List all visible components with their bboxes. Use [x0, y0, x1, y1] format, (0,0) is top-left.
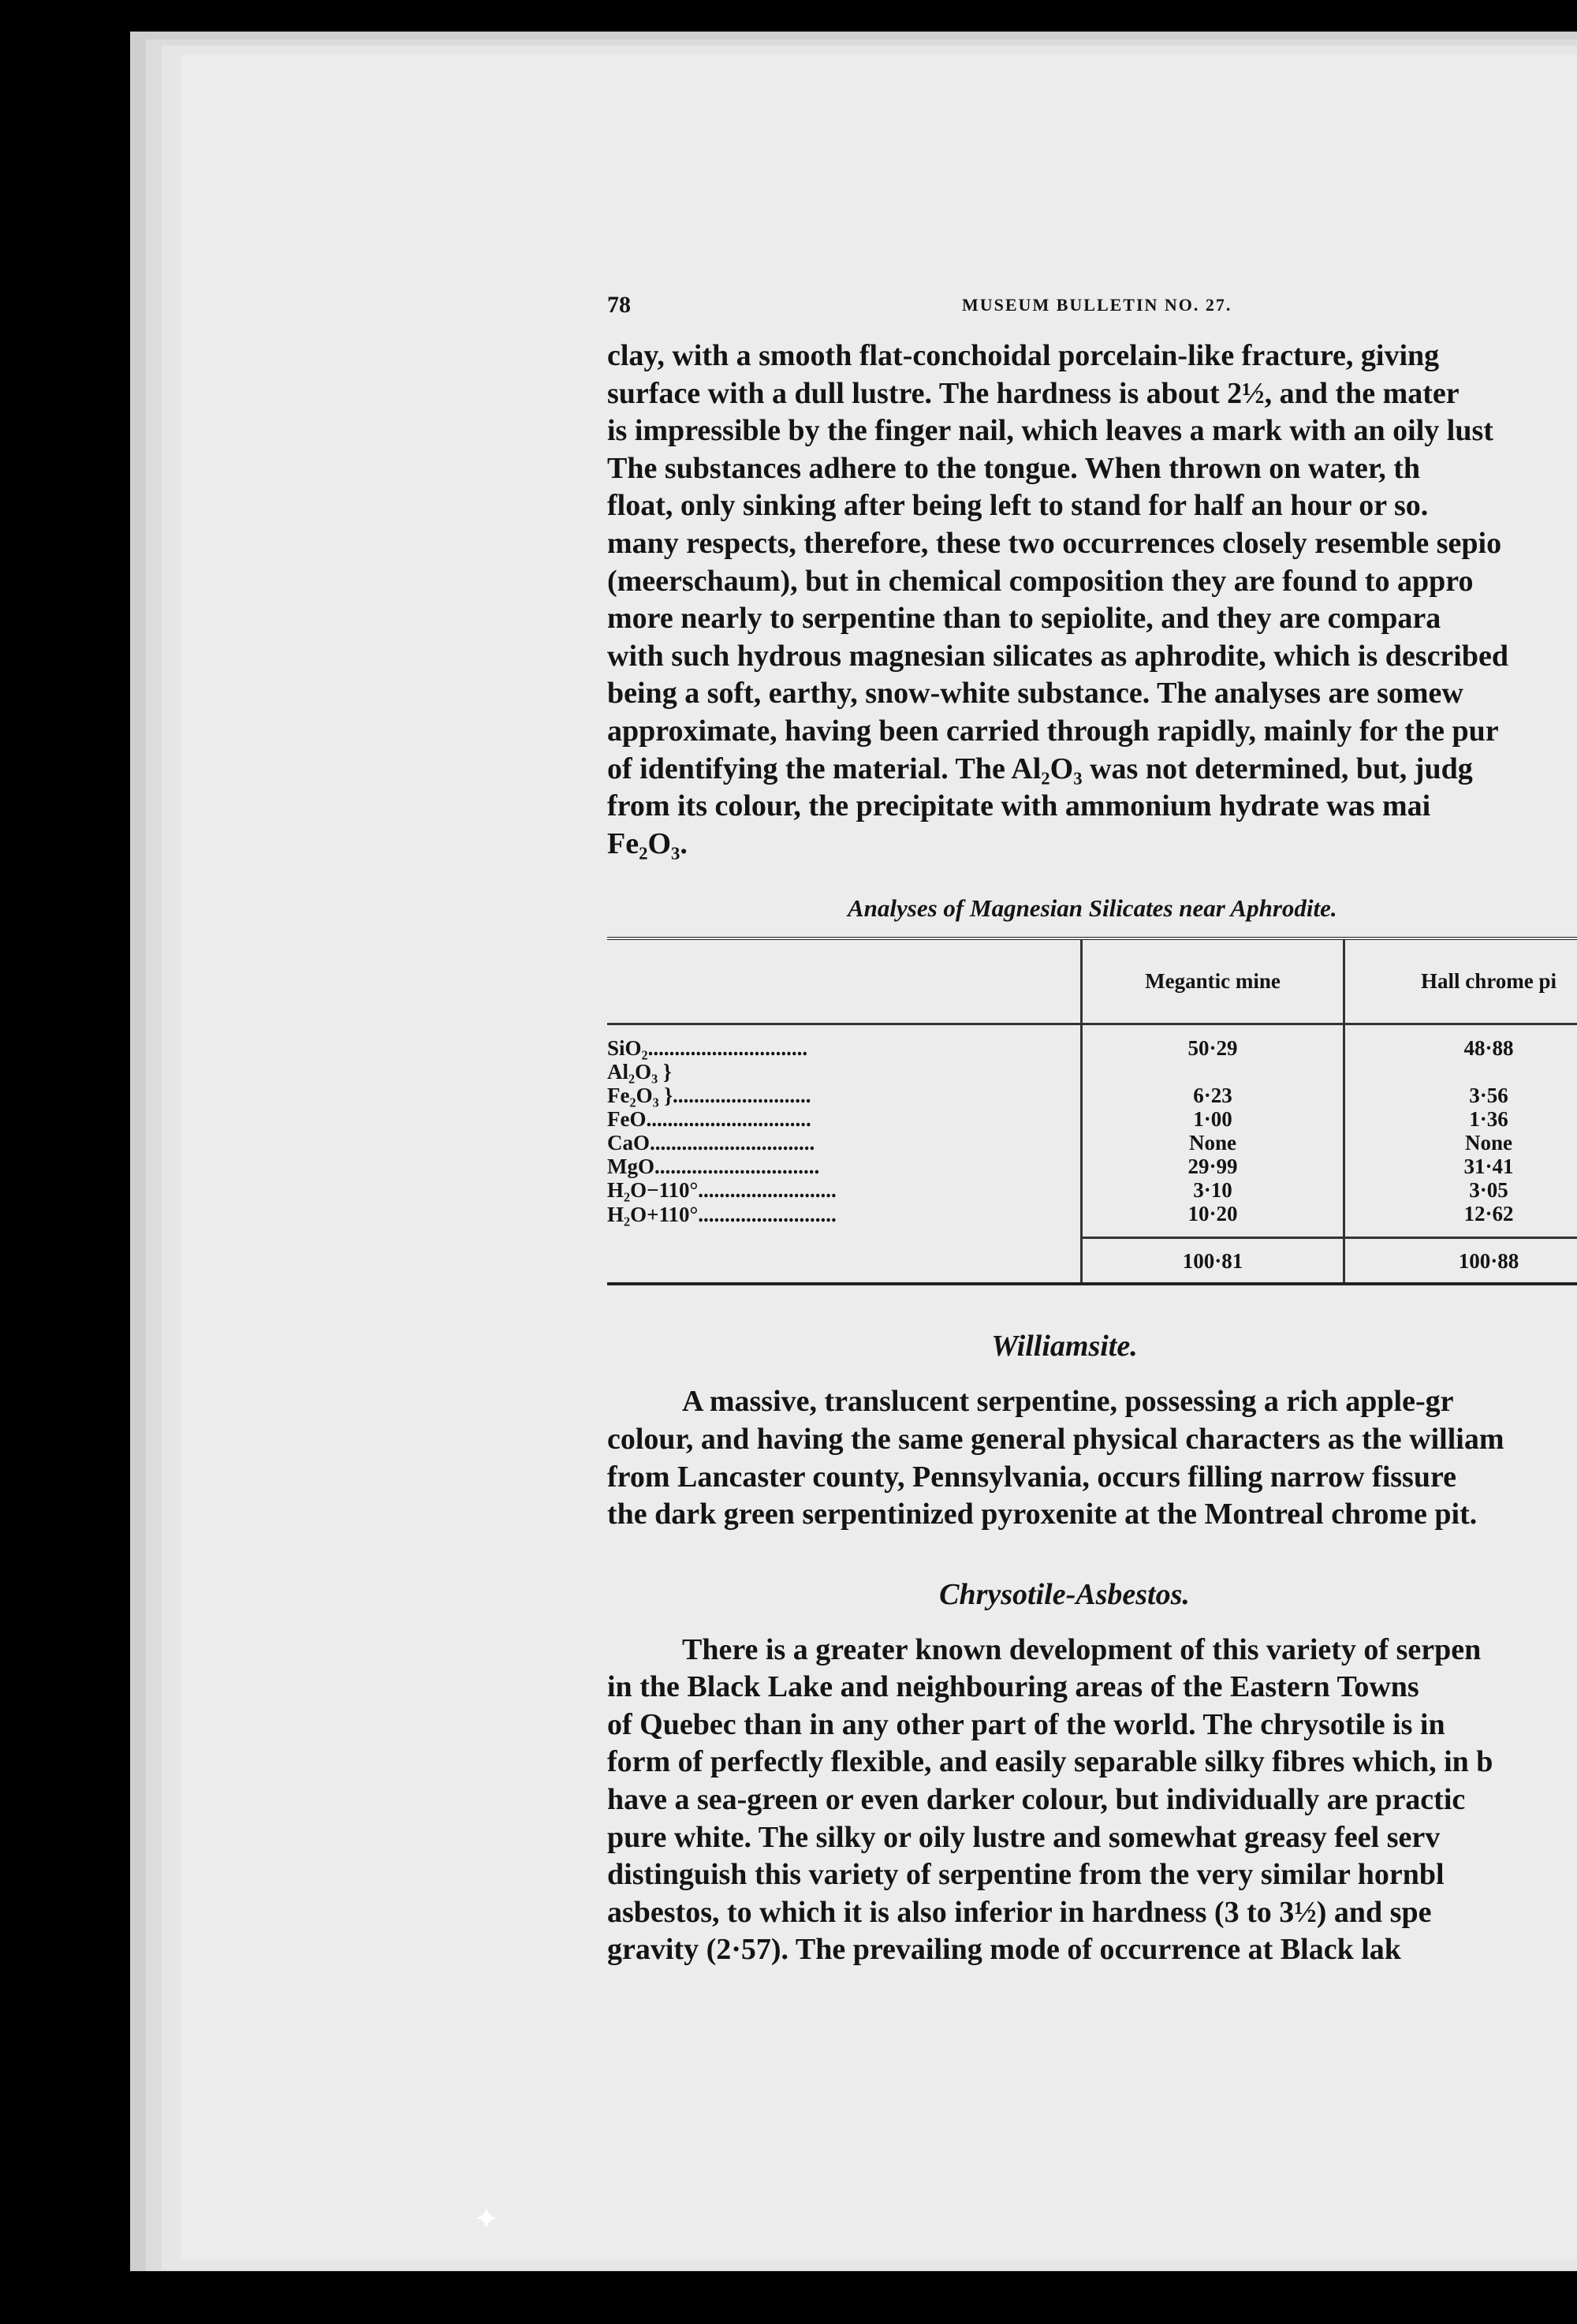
text-line: more nearly to serpentine than to sepiolite, and they are compara — [607, 602, 1441, 636]
total-value: 100·81 — [1082, 1238, 1344, 1285]
running-header — [607, 292, 1577, 323]
text-line: many respects, therefore, these two occurrences closely resemble sepio — [607, 526, 1502, 560]
table-row — [607, 1131, 1577, 1155]
text-line: being a soft, earthy, snow-white substance. The analyses are somew — [607, 677, 1463, 711]
component-label: Al₂O₃ } — [607, 1060, 672, 1084]
component-label: MgO............................... — [607, 1155, 820, 1179]
component-label: H₂O−110°.......................... — [607, 1178, 837, 1203]
text-line: A massive, translucent serpentine, possessing a rich apple-gr — [682, 1385, 1454, 1419]
text-line: from Lancaster county, Pennsylvania, occurs filling narrow fissure — [607, 1460, 1457, 1494]
cell-value: 48·88 — [1344, 1024, 1577, 1061]
section-title-chrysotile: Chrysotile-Asbestos. — [939, 1577, 1190, 1611]
column-header: Megantic mine — [1082, 938, 1344, 1024]
text-line: asbestos, to which it is also inferior in hardness (3 to 3½) and spe — [607, 1895, 1432, 1929]
text-line: from its colour, the precipitate with ammonium hydrate was mai — [607, 789, 1431, 823]
table-row — [607, 1155, 1577, 1178]
text-line: float, only sinking after being left to stand for half an hour or so. — [607, 489, 1429, 523]
cell-value: 1·00 — [1082, 1107, 1344, 1131]
text-line: the dark green serpentinized pyroxenite at the Montreal chrome pit. — [607, 1498, 1478, 1531]
component-label: FeO............................... — [607, 1107, 811, 1132]
text-line: surface with a dull lustre. The hardness is about 2½, and the mater — [607, 376, 1460, 410]
cell-value: 31·41 — [1344, 1155, 1577, 1178]
cell-value: 50·29 — [1082, 1024, 1344, 1061]
text-line: is impressible by the finger nail, which leaves a mark with an oily lust — [607, 414, 1493, 448]
text-line: clay, with a smooth flat-conchoidal porcelain-like fracture, giving — [607, 339, 1440, 372]
table-caption: Analyses of Magnesian Silicates near Aphrodite. — [848, 894, 1337, 923]
table-row — [607, 1024, 1577, 1061]
text-line: of identifying the material. The Al₂O₃ was not determined, but, judg — [607, 752, 1473, 785]
cell-value — [1344, 1060, 1577, 1084]
text-line: colour, and having the same general physical characters as the william — [607, 1422, 1504, 1456]
cell-value: 3·56 — [1344, 1084, 1577, 1107]
header-blank — [607, 938, 1082, 1024]
component-label: Fe₂O₃ }.......................... — [607, 1084, 811, 1108]
table-row — [607, 1202, 1577, 1238]
component-label: SiO₂.............................. — [607, 1036, 808, 1061]
page-content — [607, 292, 1577, 1969]
running-title: MUSEUM BULLETIN NO. 27. — [962, 295, 1232, 315]
text-line: There is a greater known development of this variety of serpen — [682, 1632, 1482, 1666]
scan-artifact: ✦ — [473, 2201, 500, 2236]
text-line: The substances adhere to the tongue. When thrown on water, th — [607, 451, 1421, 485]
table-row — [607, 1060, 1577, 1084]
analyses-table — [607, 937, 1577, 1285]
table-row — [607, 1107, 1577, 1131]
text-line: form of perfectly flexible, and easily separable silky fibres which, in b — [607, 1745, 1493, 1779]
text-line: pure white. The silky or oily lustre and somewhat greasy feel serv — [607, 1820, 1441, 1854]
cell-value: None — [1082, 1131, 1344, 1155]
cell-value: 1·36 — [1344, 1107, 1577, 1131]
cell-value: 12·62 — [1344, 1202, 1577, 1238]
cell-value: 6·23 — [1082, 1084, 1344, 1107]
table-header-row — [607, 938, 1577, 1024]
totals-row — [607, 1238, 1577, 1285]
component-label: CaO............................... — [607, 1131, 815, 1155]
cell-value: 10·20 — [1082, 1202, 1344, 1238]
text-line: Fe₂O₃. — [607, 826, 688, 860]
cell-value — [1082, 1060, 1344, 1084]
text-line: have a sea-green or even darker colour, but individually are practic — [607, 1783, 1466, 1817]
column-header: Hall chrome pi — [1344, 938, 1577, 1024]
text-line: distinguish this variety of serpentine from the very similar hornbl — [607, 1858, 1445, 1892]
page-number: 78 — [607, 292, 631, 318]
component-label: H₂O+110°.......................... — [607, 1203, 837, 1227]
table-row — [607, 1084, 1577, 1107]
cell-value: 29·99 — [1082, 1155, 1344, 1178]
totals-blank — [607, 1238, 1082, 1285]
total-value: 100·88 — [1344, 1238, 1577, 1285]
chrysotile-paragraph — [607, 1632, 1577, 1969]
table-row — [607, 1178, 1577, 1202]
cell-value: 3·05 — [1344, 1178, 1577, 1202]
section-title-williamsite: Williamsite. — [991, 1330, 1138, 1363]
text-line: in the Black Lake and neighbouring areas of the Eastern Towns — [607, 1670, 1419, 1704]
text-line: of Quebec than in any other part of the world. The chrysotile is in — [607, 1707, 1445, 1741]
intro-paragraph — [607, 338, 1577, 863]
text-line: (meerschaum), but in chemical composition they are found to appro — [607, 564, 1474, 598]
williamsite-paragraph — [607, 1383, 1577, 1533]
text-line: with such hydrous magnesian silicates as aphrodite, which is described — [607, 639, 1508, 673]
text-line: approximate, having been carried through rapidly, mainly for the pur — [607, 714, 1499, 748]
text-line: gravity (2·57). The prevailing mode of occurrence at Black lak — [607, 1933, 1401, 1967]
cell-value: None — [1344, 1131, 1577, 1155]
cell-value: 3·10 — [1082, 1178, 1344, 1202]
